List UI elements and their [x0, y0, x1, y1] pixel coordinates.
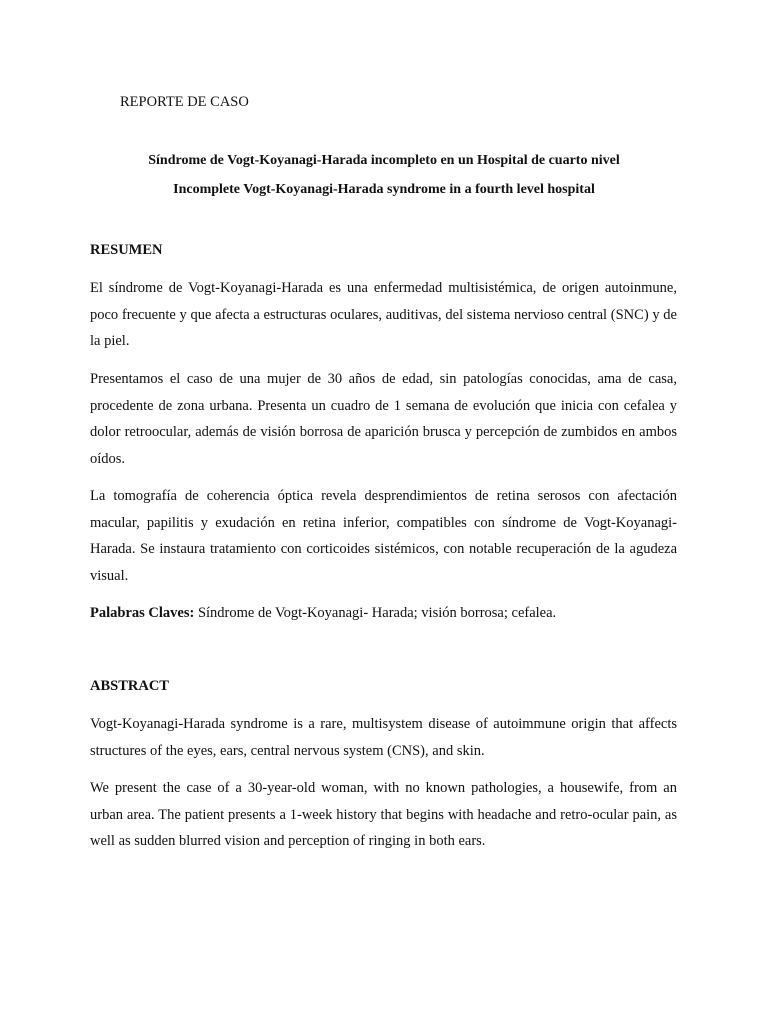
keywords-label: Palabras Claves: [90, 605, 195, 621]
abstract-paragraph-1: Vogt-Koyanagi-Harada syndrome is a rare, multisystem disease of autoimmune origin that affects structures of the eyes, ears, central nervous system (CNS), and skin. [90, 716, 677, 759]
keywords-line [90, 600, 677, 627]
resumen-paragraph-2: Presentamos el caso de una mujer de 30 años de edad, sin patologías conocidas, ama de casa, procedente de zona urbana. Presenta un cuadro de 1 semana de evolución que inicia con cefalea y dolor retroocular, además de visión borrosa de aparición brusca y percepción de zumbidos en ambos oídos. [90, 371, 677, 467]
keywords-text: Síndrome de Vogt-Koyanagi- Harada; visión borrosa; cefalea. [194, 605, 557, 621]
report-type-label: REPORTE DE CASO [120, 94, 249, 110]
resumen-heading: RESUMEN [90, 242, 163, 258]
abstract-heading: ABSTRACT [90, 678, 169, 694]
resumen-paragraph-3: La tomografía de coherencia óptica revela desprendimientos de retina serosos con afectación macular, papilitis y exudación en retina inferior, compatibles con síndrome de Vogt-Koyanagi-Harada. Se instaura tratamiento con corticoides sistémicos, con notable recuperación de la agudeza visual. [90, 488, 677, 584]
resumen-paragraph-1: El síndrome de Vogt-Koyanagi-Harada es una enfermedad multisistémica, de origen autoinmune, poco frecuente y que afecta a estructuras oculares, auditivas, del sistema nervioso central (SNC) y de la piel. [90, 280, 677, 349]
abstract-paragraph-2: We present the case of a 30-year-old woman, with no known pathologies, a housewife, from an urban area. The patient presents a 1-week history that begins with headache and retro-ocular pain, as well as sudden blurred vision and perception of ringing in both ears. [90, 780, 677, 849]
title-english: Incomplete Vogt-Koyanagi-Harada syndrome in a fourth level hospital [173, 182, 595, 197]
title-spanish: Síndrome de Vogt-Koyanagi-Harada incompleto en un Hospital de cuarto nivel [148, 153, 620, 168]
